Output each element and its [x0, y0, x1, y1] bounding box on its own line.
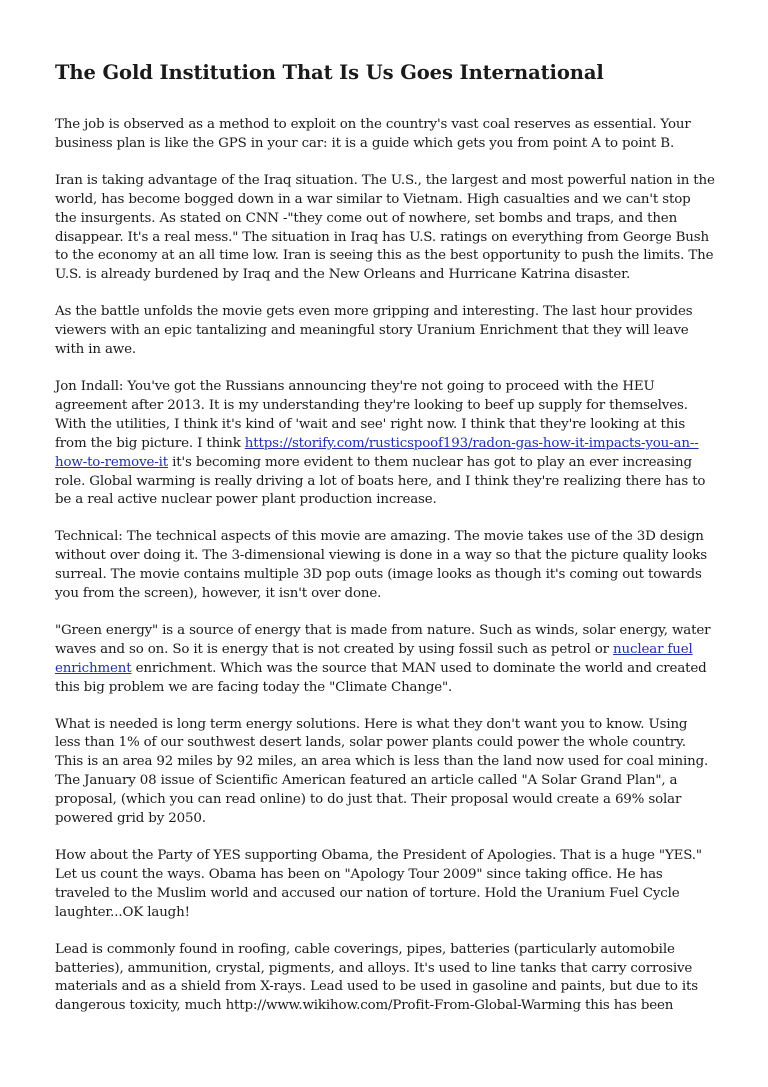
paragraph-2: Iran is taking advantage of the Iraq situation. The U.S., the largest and most powerful nation in the world, has become bogged down in a war similar to Vietnam. High casualties and we can't stop the insurgents. As stated on CNN -"they come out of nowhere, set bombs and traps, and then disappear. It's a real mess." The situation in Iraq has U.S. ratings on everything from George Bush to the economy at an all time low. Iran is seeing this as the best opportunity to push the limits. The U.S. is already burdened by Iraq and the New Orleans and Hurricane Katrina disaster.: [55, 172, 715, 283]
paragraph-3: As the battle unfolds the movie gets even more gripping and interesting. The last hour provides viewers with an epic tantalizing and meaningful story Uranium Enrichment that they will leave with in awe.: [55, 304, 693, 358]
paragraph-4: [55, 378, 716, 510]
paragraph-6-text-after: enrichment. Which was the source that MAN used to dominate the world and created this big problem we are facing today the "Climate Change".: [55, 660, 707, 695]
paragraph-6-text-before: "Green energy" is a source of energy that is made from nature. Such as winds, solar energy, water waves and so on. So it is energy that is not created by using fossil such as petrol or: [55, 622, 711, 657]
nuclear-fuel-enrichment-link[interactable]: nuclear fuel enrichment: [55, 641, 693, 676]
paragraph-6: [55, 622, 716, 698]
paragraph-1: The job is observed as a method to exploit on the country's vast coal reserves as essential. Your business plan is like the GPS in your car: it is a guide which gets you from point A to point B.: [55, 117, 691, 151]
paragraph-4-text-after: it's becoming more evident to them nuclear has got to play an ever increasing role. Global warming is really driving a lot of boats here, and I think they're realizing there has to be a real active nuclear power plant production increase.: [55, 454, 706, 508]
paragraph-7: What is needed is long term energy solutions. Here is what they don't want you to know. Using less than 1% of our southwest desert lands, solar power plants could power the whole country. This is an area 92 miles by 92 miles, an area which is less than the land now used for coal mining. The January 08 issue of Scientific American featured an article called "A Solar Grand Plan", a proposal, (which you can read online) to do just that. Their proposal would create a 69% solar powered grid by 2050.: [55, 716, 709, 827]
paragraph-5: Technical: The technical aspects of this movie are amazing. The movie takes use of the 3D design without over doing it. The 3-dimensional viewing is done in a way so that the picture quality looks surreal. The movie contains multiple 3D pop outs (image looks as though it's coming out towards you from the screen), however, it isn't over done.: [55, 529, 707, 602]
paragraph-4-text-before: Jon Indall: You've got the Russians announcing they're not going to proceed with the HEU agreement after 2013. It is my understanding they're looking to beef up supply for themselves. With the utilities, I think it's kind of 'wait and see' right now. I think that they're looking at this from the big picture. I think: [55, 378, 688, 451]
storify-link[interactable]: https://storify.com/rusticspoof193/radon-gas-how-it-impacts-you-an--how-to-remove-it: [55, 435, 699, 470]
paragraph-8: How about the Party of YES supporting Obama, the President of Apologies. That is a huge "YES." Let us count the ways. Obama has been on "Apology Tour 2009" since taking office. He has traveled to the Muslim world and accused our nation of torture. Hold the Uranium Fuel Cycle laughter...OK laugh!: [55, 848, 702, 920]
paragraph-9: Lead is commonly found in roofing, cable coverings, pipes, batteries (particularly automobile batteries), ammunition, crystal, pigments, and alloys. It's used to line tanks that carry corrosive materials and as a shield from X-rays. Lead used to be used in gasoline and paints, but due to its dangerous toxicity, much http://www.wikihow.com/Profit-From-Global-Warming this has been: [55, 941, 698, 1014]
document-title: The Gold Institution That Is Us Goes International: [55, 61, 604, 84]
